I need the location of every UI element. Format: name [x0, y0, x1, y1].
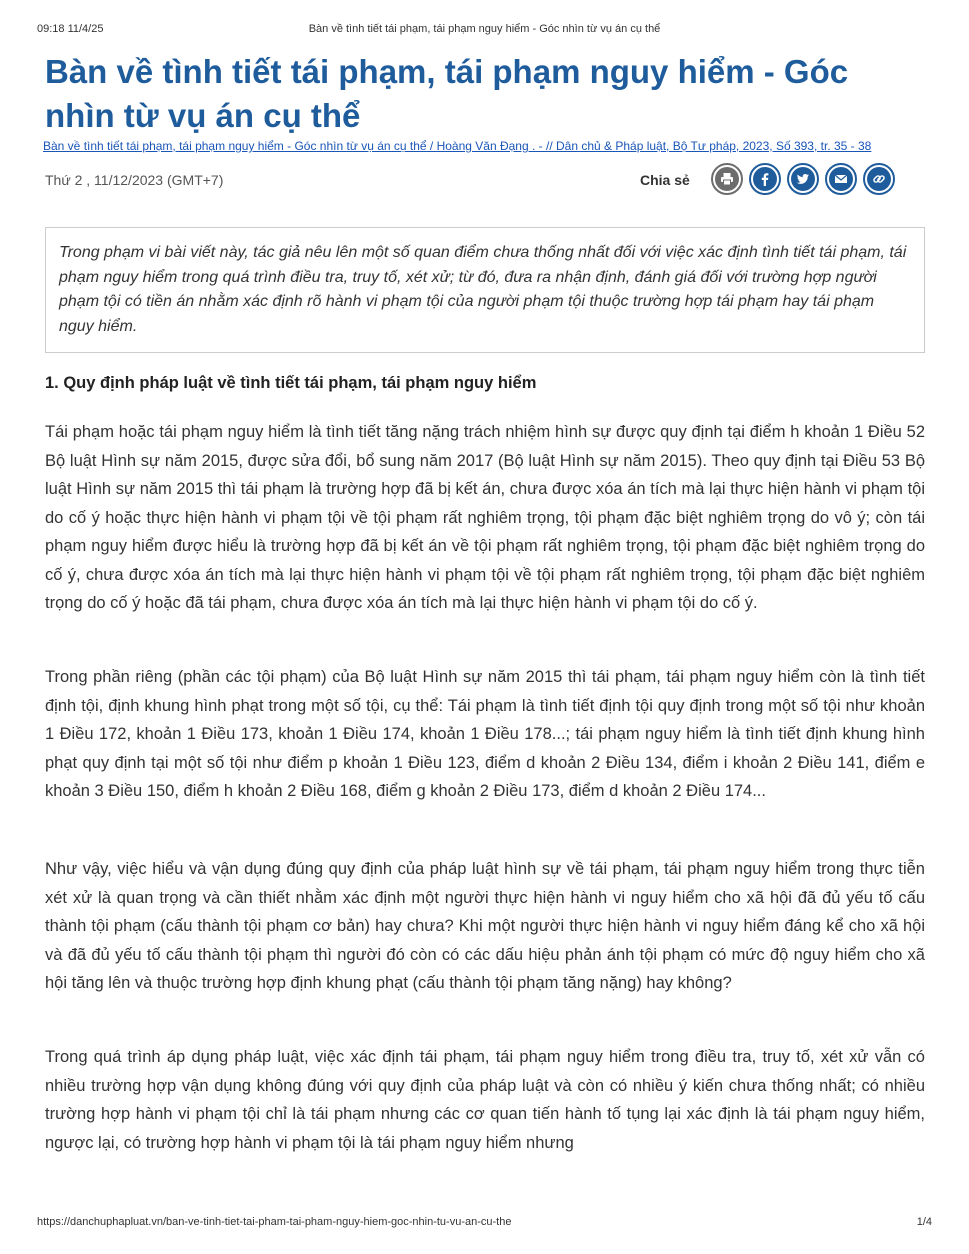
paragraph: Tái phạm hoặc tái phạm nguy hiểm là tình tiết tăng nặng trách nhiệm hình sự được quy định tại điểm h khoản 1 Điều 52 Bộ luật Hình sự năm 2015, được sửa đổi, bổ sung năm 2017 (Bộ luật Hình sự năm 2015). Theo quy định tại Điều 53 Bộ luật Hình sự năm 2015 thì tái phạm là trường hợp đã bị kết án, chưa được xóa án tích mà lại thực hiện hành vi phạm tội do cố ý hoặc thực hiện hành vi phạm tội về tội phạm rất nghiêm trọng, tội phạm đặc biệt nghiêm trọng do vô ý; còn tái phạm nguy hiểm được hiểu là trường hợp đã bị kết án về tội phạm rất nghiêm trọng, tội phạm đặc biệt nghiêm trọng do cố ý, chưa được xóa án tích mà lại thực hiện hành vi phạm tội về tội phạm rất nghiêm trọng, tội phạm đặc biệt nghiêm trọng do cố ý hoặc đã tái phạm, chưa được xóa án tích mà lại thực hiện hành vi phạm tội do cố ý. [45, 423, 925, 612]
publish-date: Thứ 2 , 11/12/2023 (GMT+7) [45, 172, 224, 188]
paragraph: Trong quá trình áp dụng pháp luật, việc xác định tái phạm, tái phạm nguy hiểm trong điều tra, truy tố, xét xử vẫn có nhiều trường hợp vận dụng không đúng với quy định của pháp luật và còn có nhiều ý kiến chưa thống nhất; có nhiều trường hợp hành vi phạm tội chỉ là tái phạm nhưng các cơ quan tiến hành tố tụng lại xác định là tái phạm nguy hiểm, ngược lại, có trường hợp hành vi phạm tội là tái phạm nguy hiểm nhưng [45, 1048, 925, 1152]
link-icon [867, 167, 891, 191]
section-heading: 1. Quy định pháp luật về tình tiết tái phạm, tái phạm nguy hiểm [45, 374, 537, 392]
citation-link[interactable]: Bàn về tình tiết tái phạm, tái phạm nguy hiểm - Góc nhìn từ vụ án cụ thể / Hoàng Văn Đạng . - // Dân chủ & Pháp luật, Bộ Tư pháp, 2023, Số 393, tr. 35 - 38 [43, 139, 872, 153]
share-label: Chia sẻ [640, 172, 690, 188]
print-header [37, 23, 932, 37]
print-page-title: Bàn về tình tiết tái phạm, tái phạm nguy hiểm - Góc nhìn từ vụ án cụ thể [308, 23, 661, 35]
paragraph: Như vậy, việc hiểu và vận dụng đúng quy định của pháp luật hình sự về tái phạm, tái phạm nguy hiểm trong thực tiễn xét xử là quan trọng và cần thiết nhằm xác định một người thực hiện hành vi nguy hiểm cho xã hội đã đủ yếu tố cấu thành tội phạm (cấu thành tội phạm cơ bản) hay chưa? Khi một người thực hiện hành vi nguy hiểm đáng kể cho xã hội và đã đủ yếu tố cấu thành tội phạm thì người đó còn có các dấu hiệu phản ánh tội phạm có mức độ nguy hiểm cho xã hội tăng lên và thuộc trường hợp định khung phạt (cấu thành tội phạm tăng nặng) hay không? [45, 860, 925, 992]
print-timestamp: 09:18 11/4/25 [37, 23, 104, 35]
twitter-icon [791, 167, 815, 191]
email-icon [829, 167, 853, 191]
copy-link-button[interactable] [863, 163, 895, 195]
print-footer [37, 1216, 932, 1230]
facebook-share-button[interactable] [749, 163, 781, 195]
page-number: 1/4 [916, 1216, 932, 1228]
facebook-icon [753, 167, 777, 191]
article-title: Bàn về tình tiết tái phạm, tái phạm nguy hiểm - Góc nhìn từ vụ án cụ thể [45, 53, 849, 134]
print-button[interactable] [711, 163, 743, 195]
article-summary: Trong phạm vi bài viết này, tác giả nêu lên một số quan điểm chưa thống nhất đối với việc xác định tình tiết tái phạm, tái phạm nguy hiểm trong quá trình điều tra, truy tố, xét xử; từ đó, đưa ra nhận định, đánh giá đối với trường hợp người phạm tội có tiền án nhằm xác định rõ hành vi phạm tội của người phạm tội thuộc trường hợp tái phạm hay tái phạm nguy hiểm. [45, 227, 925, 353]
paragraph: Trong phần riêng (phần các tội phạm) của Bộ luật Hình sự năm 2015 thì tái phạm, tái phạm nguy hiểm còn là tình tiết định tội, định khung hình phạt trong một số tội, cụ thể: Tái phạm là tình tiết định tội quy định trong một số tội như khoản 1 Điều 172, khoản 1 Điều 173, khoản 1 Điều 174, khoản 1 Điều 178...; tái phạm nguy hiểm là tình tiết định khung hình phạt quy định tại một số tội như điểm p khoản 1 Điều 123, điểm d khoản 2 Điều 134, điểm i khoản 2 Điều 141, điểm e khoản 3 Điều 150, điểm h khoản 2 Điều 168, điểm g khoản 2 Điều 173, điểm d khoản 2 Điều 174... [45, 668, 925, 800]
email-share-button[interactable] [825, 163, 857, 195]
print-icon [715, 167, 739, 191]
share-buttons [711, 163, 895, 195]
twitter-share-button[interactable] [787, 163, 819, 195]
print-url: https://danchuphapluat.vn/ban-ve-tinh-tiet-tai-pham-tai-pham-nguy-hiem-goc-nhin-tu-vu-an-cu-the [37, 1216, 512, 1228]
